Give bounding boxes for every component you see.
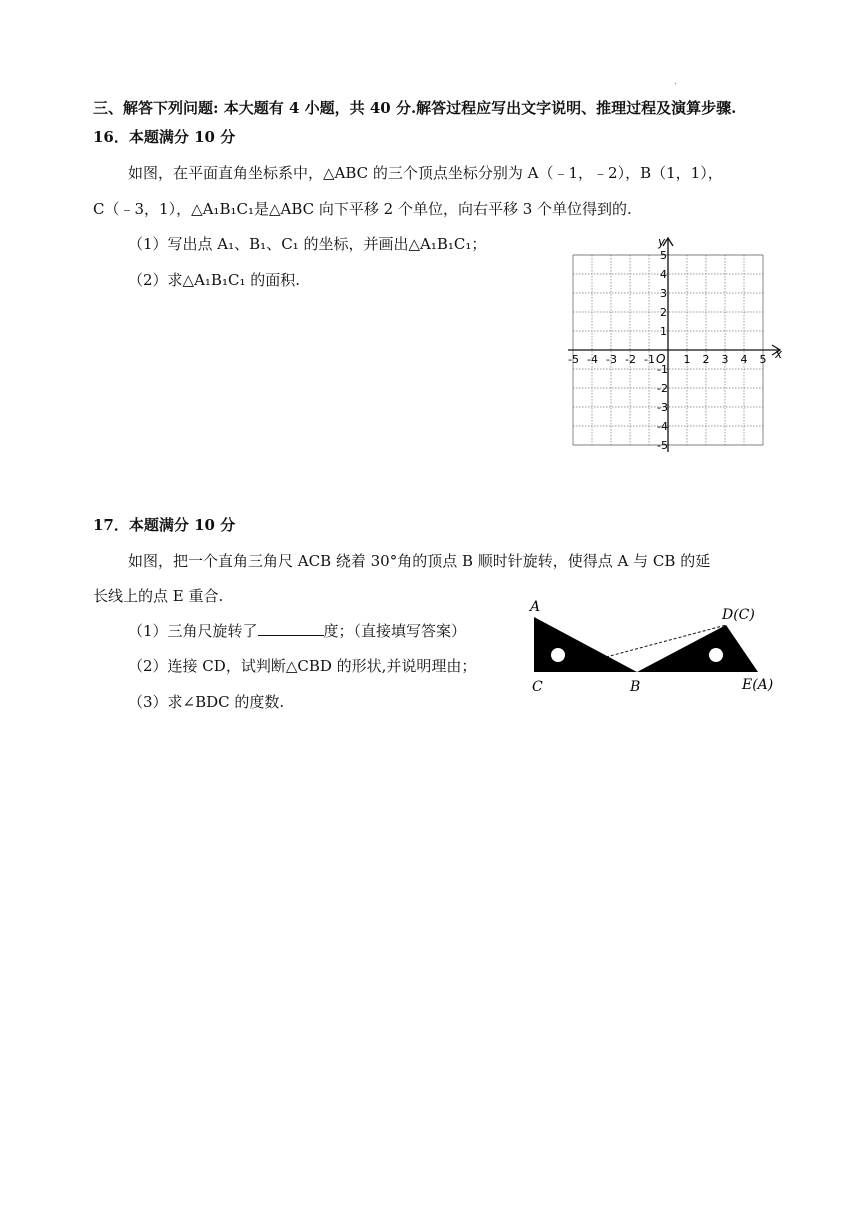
label-a: A xyxy=(530,599,541,615)
q17-title: 17．本题满分 10 分 xyxy=(93,516,236,534)
q17-part2: （2）连接 CD，试判断△CBD 的形状,并说明理由； xyxy=(128,657,477,675)
x-axis-label: x xyxy=(775,347,783,361)
origin-label: O xyxy=(656,352,666,366)
triangle-dbe-hole xyxy=(709,648,723,662)
y-tick-label: -3 xyxy=(657,401,668,414)
q16-part1: （1）写出点 A₁、B₁、C₁ 的坐标，并画出△A₁B₁C₁； xyxy=(128,235,487,253)
triangle-rotation-figure xyxy=(520,595,795,700)
q17-part1-suffix: 度；（直接填写答案） xyxy=(323,622,467,640)
y-tick-label: 4 xyxy=(660,268,667,281)
y-axis-label: y xyxy=(658,235,666,249)
q17-intro-line1: 如图，把一个直角三角尺 ACB 绕着 30°角的顶点 B 顺时针旋转，使得点 A 与 CB 的延 xyxy=(128,552,711,570)
x-tick-label: -4 xyxy=(587,353,598,366)
x-tick-label: -3 xyxy=(606,353,617,366)
x-tick-label: -2 xyxy=(625,353,636,366)
label-b: B xyxy=(630,679,641,695)
coordinate-grid-figure xyxy=(560,232,790,457)
q17-part3: （3）求∠BDC 的度数. xyxy=(128,693,285,711)
y-tick-label: 3 xyxy=(660,287,667,300)
section-header: 三、解答下列问题: 本大题有 4 小题，共 40 分.解答过程应写出文字说明、推理过程及演算步骤. xyxy=(93,99,737,117)
x-tick-label: 1 xyxy=(683,353,691,366)
x-tick-label: -1 xyxy=(644,353,655,366)
q17-intro-line2: 长线上的点 E 重合. xyxy=(93,587,224,605)
label-d: D(C) xyxy=(722,607,755,623)
q16-intro-line1: 如图，在平面直角坐标系中，△ABC 的三个顶点坐标分别为 A（﹣1，﹣2），B（1，1）， xyxy=(128,164,723,182)
y-tick-label: 1 xyxy=(660,325,667,338)
label-c: C xyxy=(532,679,543,695)
x-tick-label: 2 xyxy=(702,353,710,366)
y-tick-label: 5 xyxy=(660,249,667,262)
label-e: E(A) xyxy=(742,677,774,693)
x-tick-label: 3 xyxy=(721,353,729,366)
y-tick-label: -1 xyxy=(657,363,668,376)
q17-part1 xyxy=(128,621,466,641)
y-tick-label: -4 xyxy=(657,420,668,433)
q16-title: 16．本题满分 10 分 xyxy=(93,128,236,146)
x-tick-label: 5 xyxy=(759,353,767,366)
y-tick-label: -5 xyxy=(657,439,668,452)
x-tick-label: 4 xyxy=(740,353,748,366)
triangle-dbe xyxy=(637,625,758,672)
axes xyxy=(568,238,780,452)
answer-blank[interactable] xyxy=(258,621,324,636)
q16-intro-line2: C（﹣3，1），△A₁B₁C₁是△ABC 向下平移 2 个单位，向右平移 3 个单位得到的. xyxy=(93,200,632,218)
y-tick-label: -2 xyxy=(657,382,668,395)
top-mark: . xyxy=(674,77,677,87)
triangle-acb xyxy=(534,617,637,672)
x-tick-label: -5 xyxy=(568,353,579,366)
y-tick-label: 2 xyxy=(660,306,667,319)
q17-part1-prefix: （1）三角尺旋转了 xyxy=(128,622,258,640)
triangle-acb-hole xyxy=(551,648,565,662)
q16-part2: （2）求△A₁B₁C₁ 的面积. xyxy=(128,271,300,289)
